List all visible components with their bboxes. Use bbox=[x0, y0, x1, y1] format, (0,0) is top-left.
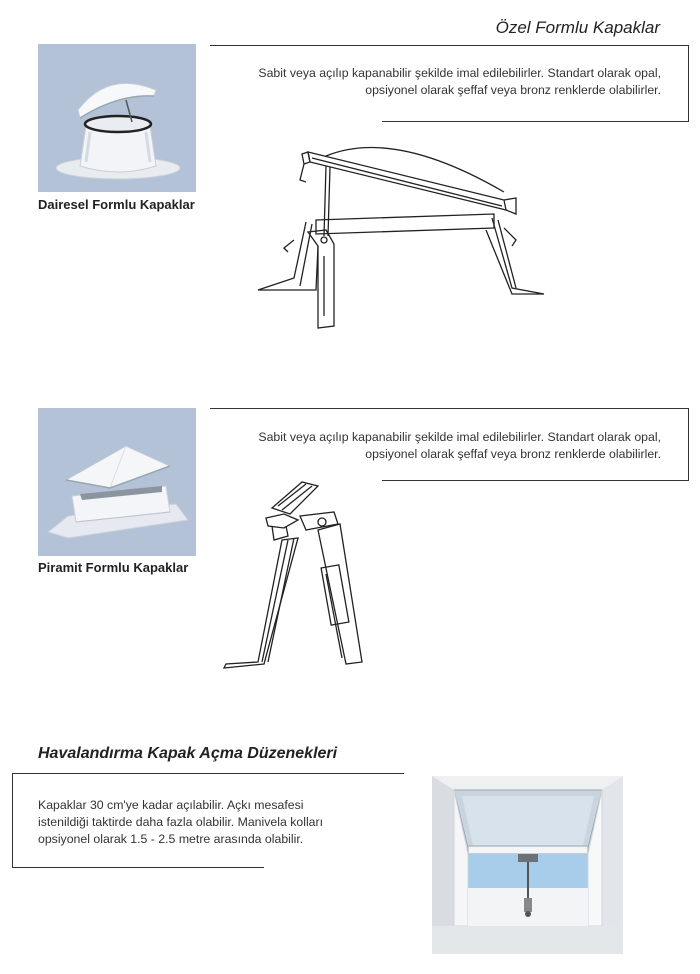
pyramid-skylight-photo bbox=[38, 408, 196, 556]
description-frame-top bbox=[210, 45, 689, 46]
description-frame-bottom-2 bbox=[382, 480, 689, 481]
pyramid-technical-drawing bbox=[222, 478, 392, 678]
pyramid-skylight-illustration bbox=[38, 408, 196, 556]
dome-caption: Dairesel Formlu Kapaklar bbox=[38, 197, 195, 212]
ventilation-description-line-1: Kapaklar 30 cm'ye kadar açılabilir. Açkı mesafesi bbox=[38, 798, 304, 812]
ventilation-mechanism-illustration bbox=[432, 776, 623, 954]
ventilation-description-line-3: opsiyonel olarak 1.5 - 2.5 metre arasında olabilir. bbox=[38, 832, 304, 846]
dome-skylight-photo bbox=[38, 44, 196, 192]
description-frame-right bbox=[688, 45, 689, 122]
pyramid-description-line-2: opsiyonel olarak şeffaf veya bronz renklerde olabilirler. bbox=[365, 447, 661, 461]
dome-technical-drawing bbox=[254, 136, 554, 336]
dome-description-line-2: opsiyonel olarak şeffaf veya bronz renklerde olabilirler. bbox=[365, 83, 661, 97]
description-frame-right-2 bbox=[688, 408, 689, 481]
ventilation-photo bbox=[432, 776, 623, 954]
ventilation-description bbox=[38, 797, 378, 848]
ventilation-frame-bottom bbox=[12, 867, 264, 868]
ventilation-frame-top bbox=[12, 773, 404, 774]
dome-description bbox=[214, 65, 661, 99]
page-title: Özel Formlu Kapaklar bbox=[495, 18, 660, 37]
description-frame-top-2 bbox=[210, 408, 689, 409]
ventilation-description-line-2: istenildiği taktirde daha fazla olabilir. Manivela kolları bbox=[38, 815, 324, 829]
description-frame-bottom bbox=[382, 121, 689, 122]
pyramid-description-line-1: Sabit veya açılıp kapanabilir şekilde imal edilebilirler. Standart olarak opal, bbox=[258, 430, 661, 444]
dome-skylight-illustration bbox=[38, 44, 196, 192]
pyramid-description bbox=[214, 429, 661, 463]
ventilation-title: Havalandırma Kapak Açma Düzenekleri bbox=[38, 745, 338, 762]
pyramid-caption: Piramit Formlu Kapaklar bbox=[38, 560, 189, 575]
ventilation-frame-left bbox=[12, 773, 13, 868]
dome-description-line-1: Sabit veya açılıp kapanabilir şekilde imal edilebilirler. Standart olarak opal, bbox=[258, 66, 661, 80]
